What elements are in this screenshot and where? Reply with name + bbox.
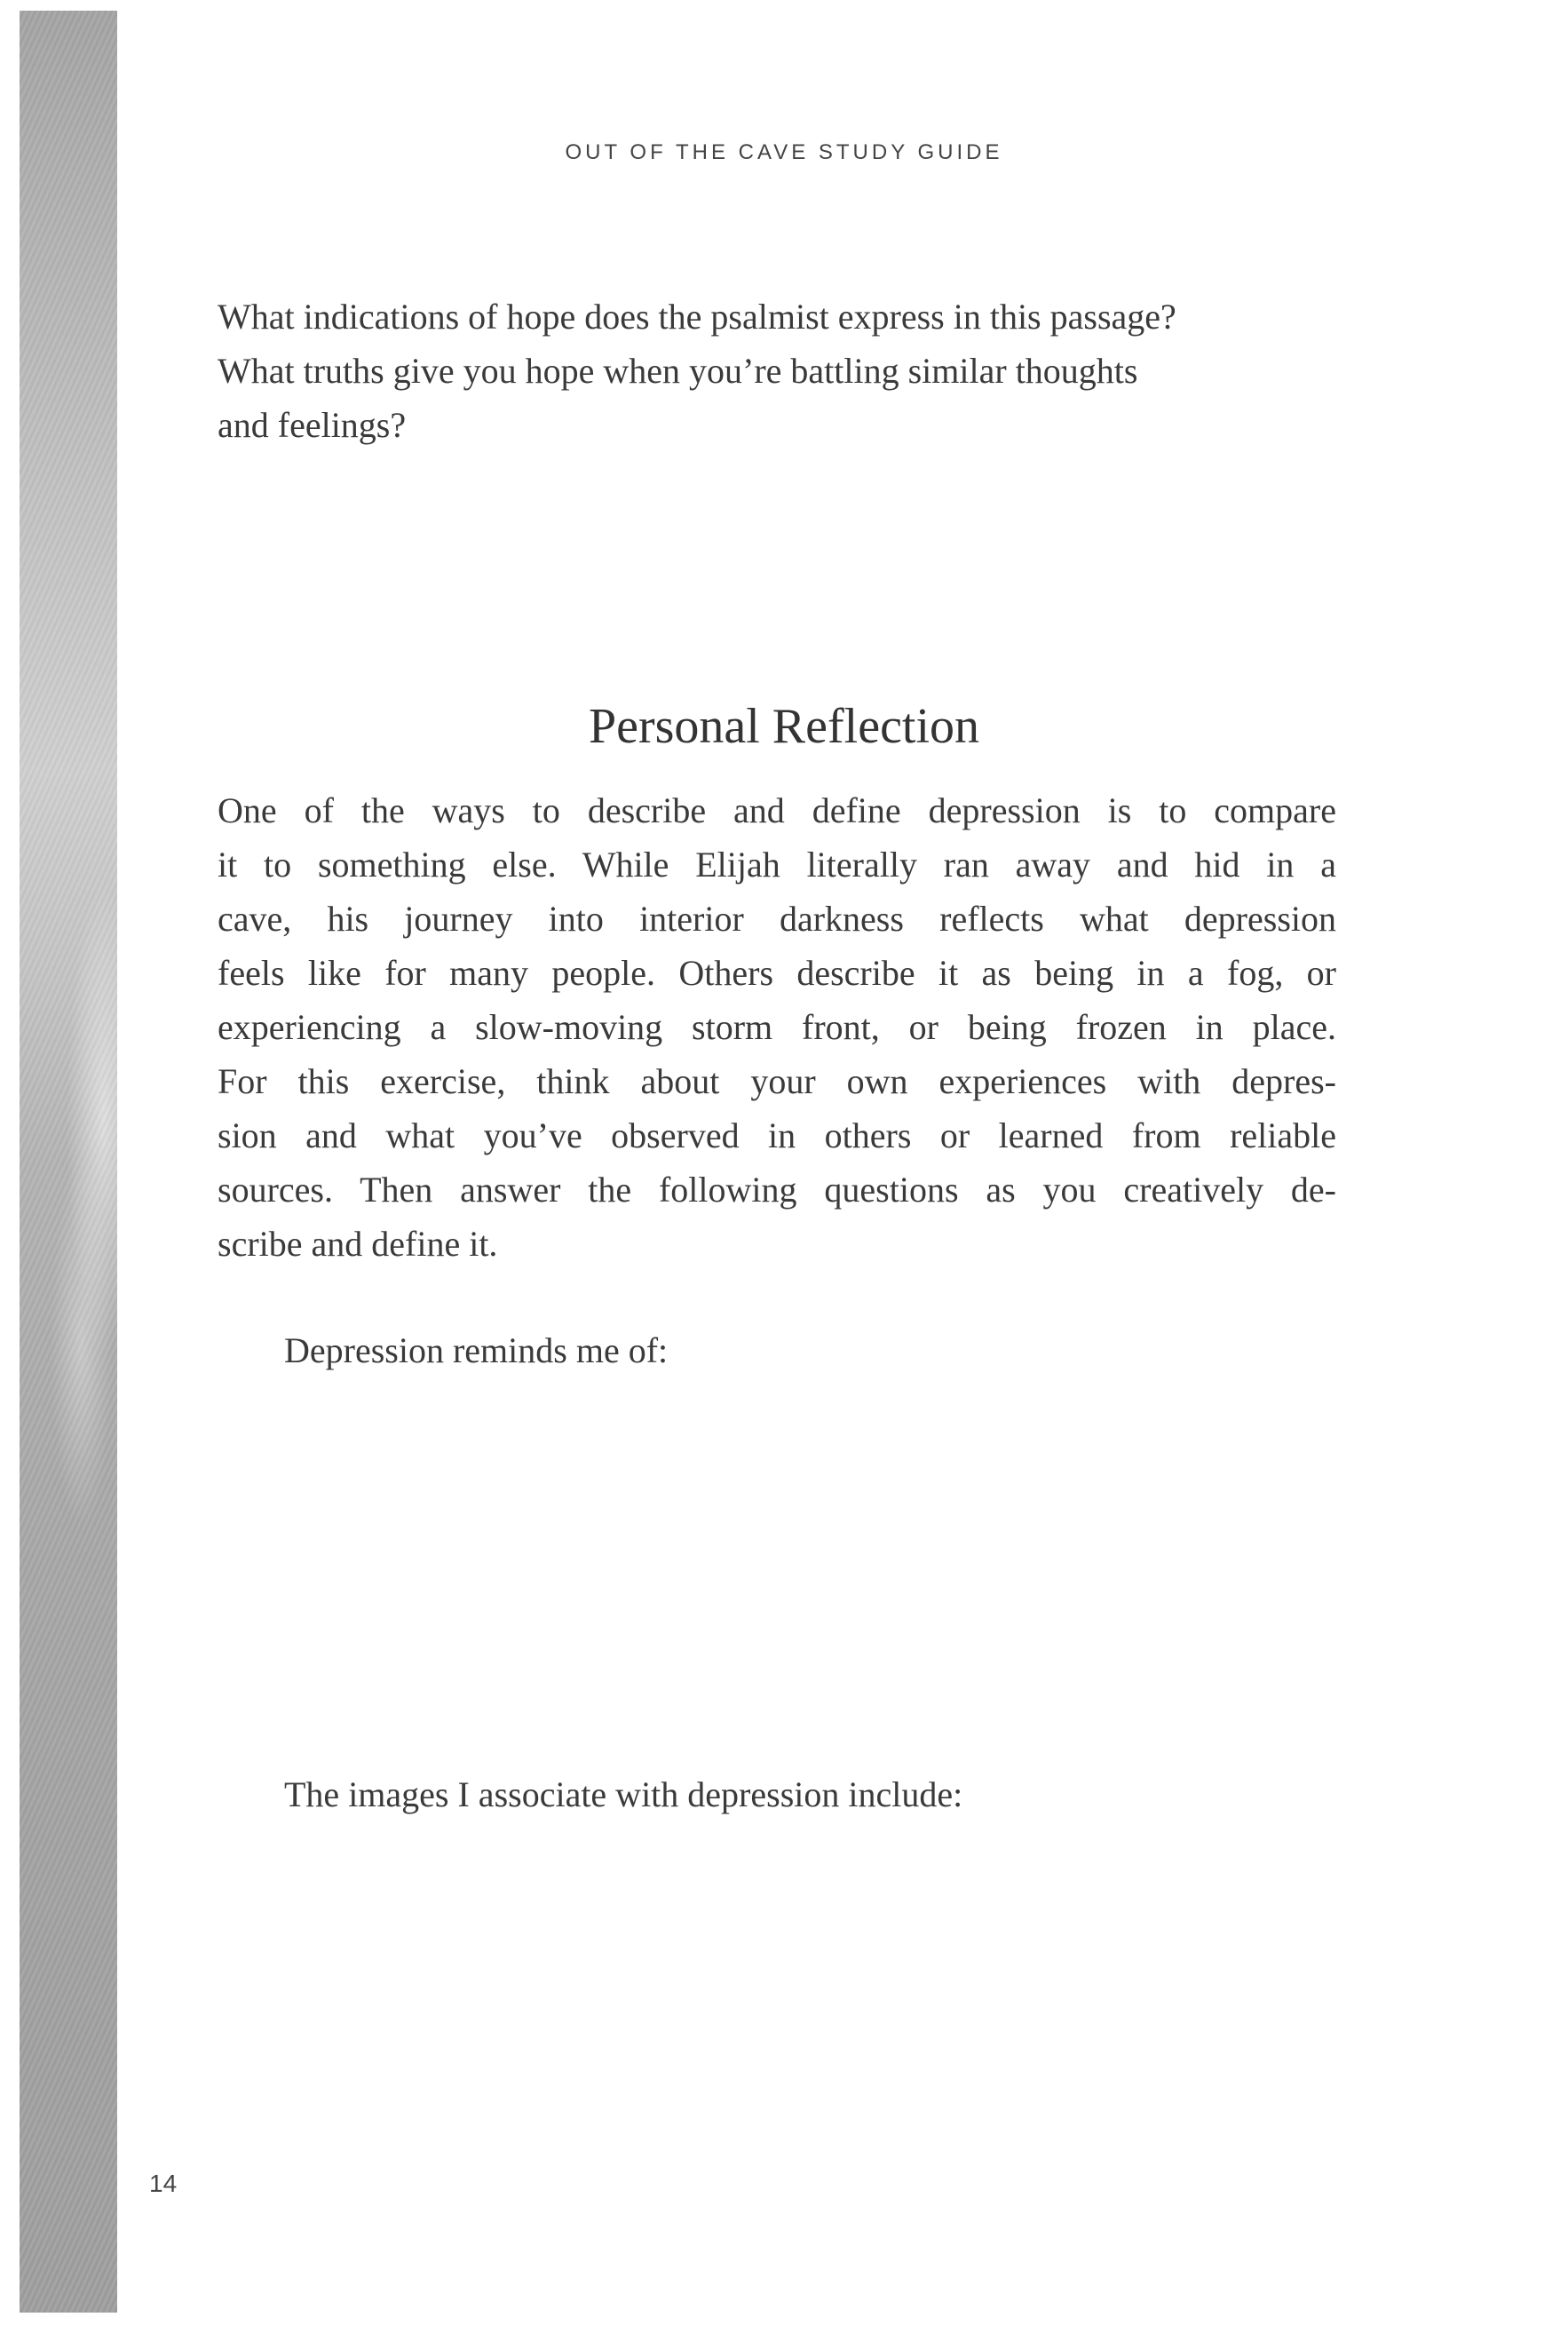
paragraph-line: experiencing a slow-moving storm front, or being frozen in place. (218, 1007, 1336, 1047)
paragraph-line: cave, his journey into interior darkness reflects what depression (218, 899, 1336, 939)
page-number: 14 (149, 2170, 178, 2197)
question-line: What indications of hope does the psalmist express in this passage? (218, 297, 1176, 337)
prompt-images-associated: The images I associate with depression include: (284, 1774, 963, 1814)
reflection-paragraph (218, 783, 1336, 1271)
running-header: OUT OF THE CAVE STUDY GUIDE (565, 140, 1003, 164)
question-line: What truths give you hope when you’re battling similar thoughts (218, 351, 1138, 391)
paragraph-line: sion and what you’ve observed in others or learned from reliable (218, 1115, 1336, 1155)
paragraph-line: scribe and define it. (218, 1224, 498, 1264)
section-title: Personal Reflection (588, 699, 980, 754)
decorative-side-band (20, 11, 117, 2313)
paragraph-line: For this exercise, think about your own experiences with depres- (218, 1061, 1336, 1101)
paragraph-line: One of the ways to describe and define depression is to compare (218, 790, 1336, 830)
question-line: and feelings? (218, 405, 407, 445)
study-question (218, 290, 1336, 452)
paragraph-line: sources. Then answer the following questions as you creatively de- (218, 1170, 1336, 1210)
prompt-depression-reminds: Depression reminds me of: (284, 1330, 669, 1370)
paragraph-line: feels like for many people. Others describe it as being in a fog, or (218, 953, 1336, 993)
paragraph-line: it to something else. While Elijah literally ran away and hid in a (218, 845, 1336, 885)
